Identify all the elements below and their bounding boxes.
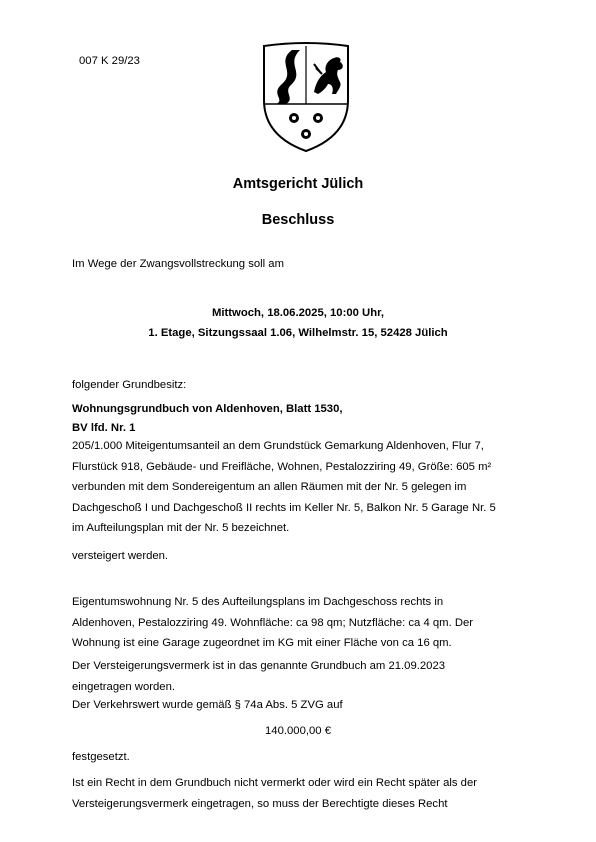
court-title: Amtsgericht Jülich — [232, 176, 364, 192]
value-intro: Der Verkehrswert wurde gemäß § 74a Abs. 5 ZVG auf — [72, 699, 343, 711]
text-line: Wohnung ist eine Garage zugeordnet im KG mit einer Fläche von ca 16 qm. — [72, 637, 452, 649]
registration-note — [72, 656, 542, 697]
text-line: Versteigerungsvermerk eingetragen, so muss der Berechtigte dieses Recht — [72, 797, 448, 810]
property-intro: folgender Grundbesitz: — [72, 379, 187, 391]
property-description — [72, 436, 542, 539]
register-title: Wohnungsgrundbuch von Aldenhoven, Blatt 1530, — [72, 403, 343, 415]
value-outro: festgesetzt. — [72, 751, 130, 763]
auction-phrase: versteigert werden. — [72, 550, 169, 562]
text-line: 205/1.000 Miteigentumsanteil an dem Grundstück Gemarkung Aldenhoven, Flur 7, — [72, 440, 484, 452]
text-line: Dachgeschoß I und Dachgeschoß II rechts im Keller Nr. 5, Balkon Nr. 5 Garage Nr. 5 — [72, 501, 496, 514]
rights-notice — [72, 773, 542, 814]
text-line: verbunden mit dem Sondereigentum an allen Räumen mit der Nr. 5 gelegen im — [72, 481, 467, 493]
nrw-coat-of-arms-icon — [256, 42, 356, 154]
case-number: 007 K 29/23 — [79, 55, 140, 67]
register-item: BV lfd. Nr. 1 — [72, 422, 136, 434]
document-type-heading: Beschluss — [261, 212, 335, 228]
text-line: im Aufteilungsplan mit der Nr. 5 bezeichnet. — [72, 522, 290, 534]
text-line: eingetragen worden. — [72, 680, 176, 693]
market-value-amount: 140.000,00 € — [265, 725, 331, 737]
appointment-location: 1. Etage, Sitzungssaal 1.06, Wilhelmstr. 15, 52428 Jülich — [148, 327, 448, 339]
text-line: Ist ein Recht in dem Grundbuch nicht vermerkt oder wird ein Recht später als der — [72, 777, 477, 789]
text-line: Aldenhoven, Pestalozziring 49. Wohnfläche: ca 98 qm; Nutzfläche: ca 4 qm. Der — [72, 616, 474, 629]
text-line: Der Versteigerungsvermerk ist in das genannte Grundbuch am 21.09.2023 — [72, 660, 446, 672]
text-line: Flurstück 918, Gebäude- und Freifläche, Wohnen, Pestalozziring 49, Größe: 605 m² — [72, 460, 492, 473]
appointment-date: Mittwoch, 18.06.2025, 10:00 Uhr, — [211, 307, 385, 319]
intro-text: Im Wege der Zwangsvollstreckung soll am — [72, 258, 285, 270]
apartment-description — [72, 592, 542, 654]
text-line: Eigentumswohnung Nr. 5 des Aufteilungsplans im Dachgeschoss rechts in — [72, 596, 444, 608]
